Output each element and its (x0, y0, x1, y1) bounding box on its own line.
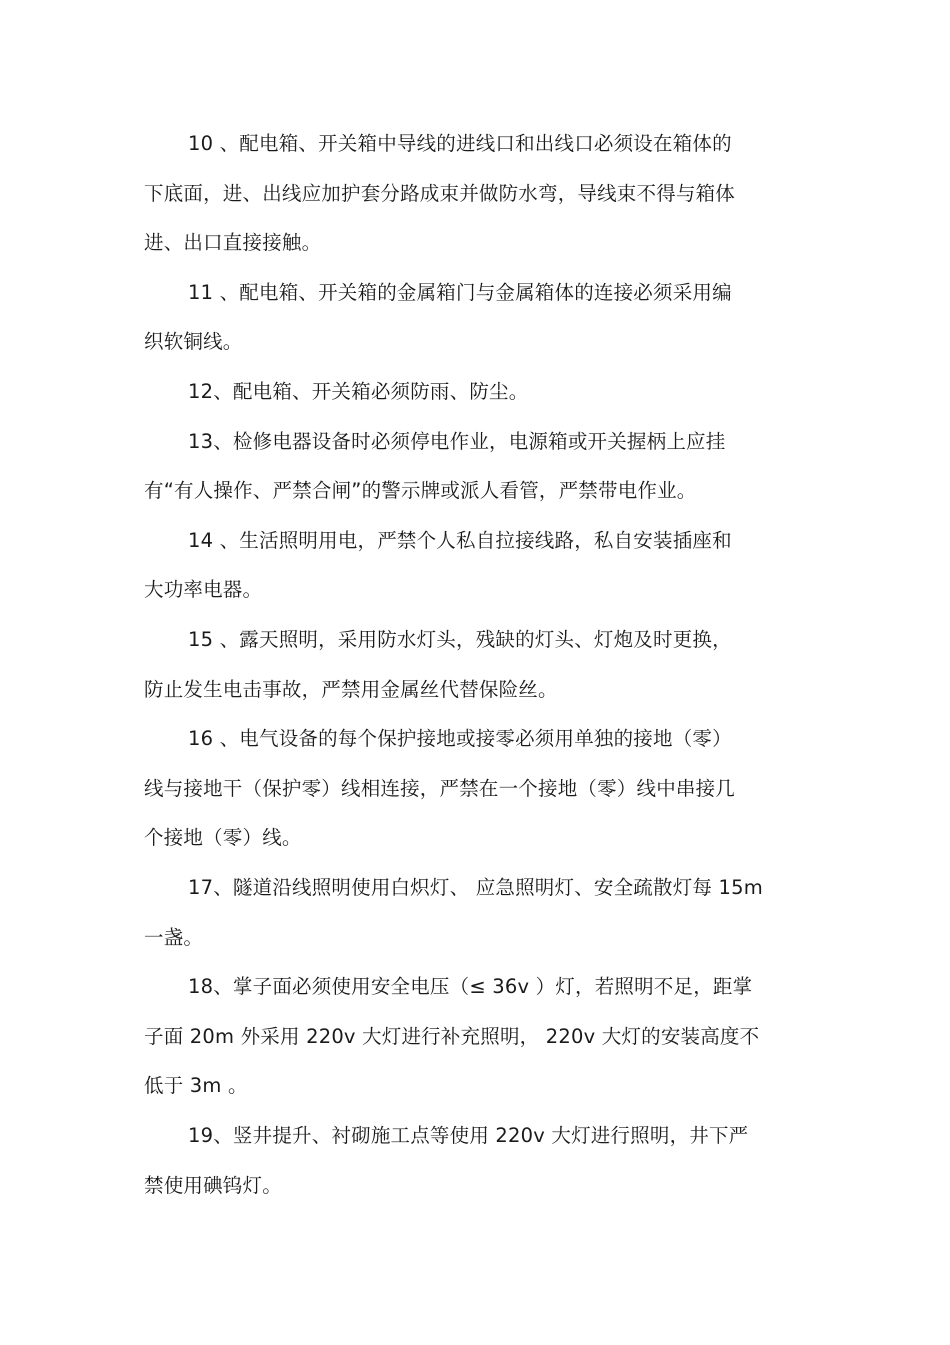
paragraph-first-line: 19、竖井提升、衬砌施工点等使用 220v 大灯进行照明，井下严 (188, 1124, 749, 1147)
paragraph-first-line: 16 、电气设备的每个保护接地或接零必须用单独的接地（零） (188, 727, 732, 750)
paragraph-continuation-line: 禁使用碘钨灯。 (144, 1174, 282, 1197)
paragraph-continuation-line: 线与接地干（保护零）线相连接，严禁在一个接地（零）线中串接几 (144, 777, 736, 800)
paragraph-continuation-line: 一盏。 (144, 926, 204, 949)
paragraph-continuation-line: 子面 20m 外采用 220v 大灯进行补充照明， 220v 大灯的安装高度不 (144, 1025, 760, 1048)
paragraph-continuation-line: 个接地（零）线。 (144, 826, 302, 849)
paragraph-first-line: 14 、生活照明用电，严禁个人私自拉接线路，私自安装插座和 (188, 529, 732, 552)
paragraph-first-line: 18、掌子面必须使用安全电压（≤ 36v ）灯，若照明不足，距掌 (188, 975, 753, 998)
paragraph-continuation-line: 大功率电器。 (144, 578, 263, 601)
paragraph-continuation-line: 有“有人操作、严禁合闸”的警示牌或派人看管，严禁带电作业。 (144, 479, 697, 502)
paragraph-first-line: 10 、配电箱、开关箱中导线的进线口和出线口必须设在箱体的 (188, 132, 732, 155)
paragraph-first-line: 12、配电箱、开关箱必须防雨、防尘。 (188, 380, 529, 403)
paragraph-first-line: 11 、配电箱、开关箱的金属箱门与金属箱体的连接必须采用编 (188, 281, 732, 304)
paragraph-first-line: 17、隧道沿线照明使用白炽灯、 应急照明灯、安全疏散灯每 15m (188, 876, 763, 899)
paragraph-first-line: 15 、露天照明，采用防水灯头，残缺的灯头、灯炮及时更换， (188, 628, 732, 651)
paragraph-continuation-line: 防止发生电击事故，严禁用金属丝代替保险丝。 (144, 678, 558, 701)
paragraph-continuation-line: 低于 3m 。 (144, 1074, 248, 1097)
paragraph-continuation-line: 下底面，进、出线应加护套分路成束并做防水弯，导线束不得与箱体 (144, 182, 736, 205)
paragraph-continuation-line: 织软铜线。 (144, 330, 243, 353)
paragraph-first-line: 13、检修电器设备时必须停电作业，电源箱或开关握柄上应挂 (188, 430, 726, 453)
paragraph-continuation-line: 进、出口直接接触。 (144, 231, 322, 254)
